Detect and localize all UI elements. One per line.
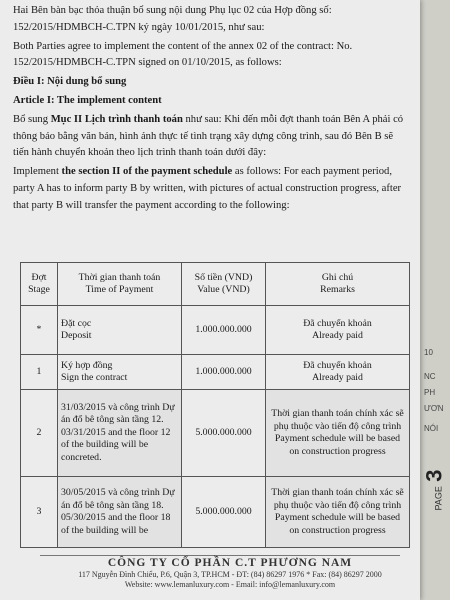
- row-stage: 1: [21, 355, 58, 390]
- payment-schedule-table: [20, 262, 410, 548]
- row-time: [58, 477, 182, 548]
- row-note-en: Payment schedule will be based on construction progress: [274, 512, 401, 536]
- row-note-vi: Thời gian thanh toán chính xác sẽ phụ thuộc vào tiến độ công trình: [271, 408, 404, 432]
- article-body-vi-post: như sau: Khi đến mỗi đợt thanh toán Bên A phải có thông báo bằng văn bản, hình ảnh thực tế tình trạng xây dựng công trình, sau đó Bên B sẽ tiến hành chuyển khoản theo lịch trình thanh toán dưới đây:: [13, 113, 404, 159]
- header-note: [266, 263, 410, 306]
- row-time-en: 05/30/2015 and the floor 18 of the building will be: [61, 512, 171, 536]
- header-stage-vi: Đợt: [31, 271, 47, 283]
- page-number: 3: [422, 469, 448, 482]
- article-body-en-pre: Implement: [13, 166, 62, 178]
- row-time-en: Sign the contract: [61, 372, 128, 383]
- document-body: [13, 3, 411, 215]
- row-time-en: Deposit: [61, 330, 92, 341]
- row-note-vi: Đã chuyển khoản: [303, 359, 372, 371]
- row-amount: 1.000.000.000: [182, 355, 266, 390]
- row-note-en: Already paid: [312, 330, 363, 341]
- side-tab-text: ƯƠN: [424, 404, 444, 413]
- footer-divider: [40, 555, 400, 556]
- row-note: [266, 306, 410, 355]
- row-note-vi: Đã chuyển khoản: [303, 317, 372, 329]
- article-body-vi-bold: Mục II Lịch trình thanh toán: [50, 113, 183, 125]
- header-note-en: Remarks: [320, 284, 355, 295]
- page-number-badge: [418, 455, 450, 525]
- row-amount: 1.000.000.000: [182, 306, 266, 355]
- article-body-vi-pre: Bổ sung: [13, 113, 51, 125]
- footer-website: Website: www.lemanluxury.com - Email: info@lemanluxury.com: [124, 580, 336, 589]
- footer-address: 117 Nguyễn Đình Chiểu, P.6, Quận 3, TP.HCM - ĐT: (84) 86297 1976 * Fax: (84) 86297 2000: [78, 570, 382, 579]
- row-time-vi: 30/05/2015 và công trình Dự án đổ bê tông sàn tầng 18.: [61, 487, 175, 511]
- row-time: [58, 355, 182, 390]
- header-time-en: Time of Payment: [85, 284, 154, 295]
- row-stage: 3: [21, 477, 58, 548]
- article-title-vi: Điều I: Nội dung bổ sung: [13, 76, 127, 88]
- side-tab-text: NÓI: [424, 424, 439, 433]
- intro-en: Both Parties agree to implement the content of the annex 02 of the contract: No. 152/2015/HDMBCH-C.TPN signed on 01/10/2015, as follows:: [13, 40, 353, 69]
- row-note-en: Payment schedule will be based on construction progress: [274, 433, 401, 457]
- article-title-en: Article I: The implement content: [13, 94, 162, 106]
- article-body-vi: [13, 112, 411, 162]
- header-note-vi: Ghi chú: [321, 271, 354, 283]
- row-time: [58, 306, 182, 355]
- intro-vi: Hai Bên bàn bạc thỏa thuận bổ sung nội dung Phụ lục 02 của Hợp đồng số: 152/2015/HDMBCH-C.TPN ký ngày 10/01/2015, như sau:: [13, 5, 332, 33]
- header-stage-en: Stage: [28, 284, 50, 295]
- header-time: [58, 263, 182, 306]
- footer-company: CÔNG TY CỔ PHẦN C.T PHƯƠNG NAM: [107, 557, 353, 569]
- article-body-en: [13, 164, 411, 214]
- table-row: [21, 477, 410, 548]
- table-row: [21, 390, 410, 477]
- table-row: [21, 355, 410, 390]
- article-body-en-bold: the section II of the payment schedule: [61, 166, 233, 178]
- article-body-en-post: as follows: For each payment period, party A has to inform party B by written, with pictures of actual construction progress, after that party B will transfer the payment according to the following:: [13, 166, 402, 211]
- header-time-vi: Thời gian thanh toán: [78, 271, 161, 283]
- page-label: PAGE: [434, 486, 445, 511]
- table-header-row: [21, 263, 410, 306]
- row-time-en: 03/31/2015 and the floor 12 of the building will be concreted.: [61, 426, 171, 463]
- row-note: [266, 390, 410, 477]
- header-amount: [182, 263, 266, 306]
- row-time-vi: Ký hợp đồng: [61, 359, 113, 371]
- row-time-vi: 31/03/2015 và công trình Dự án đổ bê tông sàn tầng 12.: [61, 401, 175, 426]
- side-tab-text: 10: [424, 348, 433, 357]
- row-note-en: Already paid: [312, 372, 363, 383]
- header-stage: [21, 263, 58, 306]
- letterhead-footer: [60, 557, 400, 590]
- table-row: [21, 306, 410, 355]
- row-note-vi: Thời gian thanh toán chính xác sẽ phụ thuộc vào tiến độ công trình: [271, 487, 404, 511]
- row-stage: *: [21, 306, 58, 355]
- row-note: [266, 477, 410, 548]
- row-time: [58, 390, 182, 477]
- side-tab-text: PH: [424, 388, 436, 397]
- row-amount: 5.000.000.000: [182, 477, 266, 548]
- row-note: [266, 355, 410, 390]
- row-amount: 5.000.000.000: [182, 390, 266, 477]
- row-time-vi: Đặt cọc: [61, 317, 92, 329]
- side-tab-text: NC: [424, 372, 436, 381]
- header-amount-en: Value (VND): [197, 284, 250, 295]
- header-amount-vi: Số tiền (VND): [194, 271, 253, 283]
- row-stage: 2: [21, 390, 58, 477]
